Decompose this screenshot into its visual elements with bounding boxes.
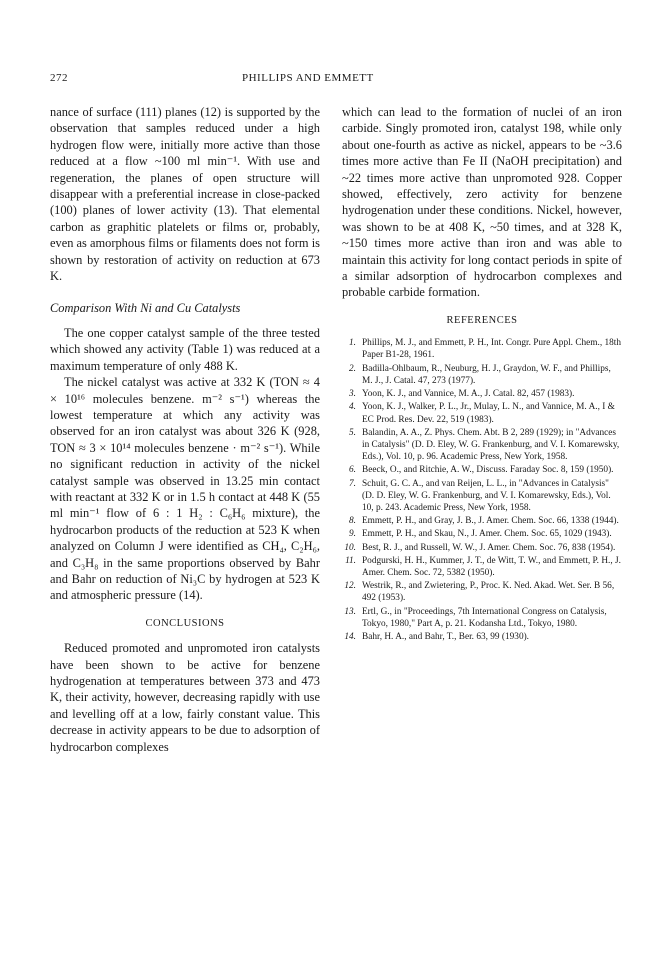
reference-item: 12. Westrik, R., and Zwietering, P., Proc. K. Ned. Akad. Wet. Ser. B 56, 492 (1953). (344, 581, 615, 604)
reference-item: 6. Beeck, O., and Ritchie, A. W., Discuss. Faraday Soc. 8, 159 (1950). (349, 465, 614, 476)
paragraph: The one copper catalyst sample of the three tested which showed any activity (Table 1) was reduced at a maximum temperature of only 488 K. (50, 325, 320, 373)
section-subheading: Comparison With Ni and Cu Catalysts (50, 301, 241, 316)
reference-item: 5. Balandin, A. A., Z. Phys. Chem. Abt. B 2, 289 (1929); in "Advances in Catalysis" (D. D. Eley, W. G. Frankenburg, and V. I. Komarewsky, Eds.), Vol. 10, p. 96. Academic Press, New York, 1958. (349, 427, 620, 463)
paragraph: The nickel catalyst was active at 332 K (TON ≈ 4 × 10¹⁶ molecules benzene. m⁻² s⁻¹) whereas the lowest temperature at which any activity was observed for an iron catalyst was about 326 K (928, TON ≈ 3 × 10¹⁴ molecules benzene · m⁻² s⁻¹). While no significant reduction in activity of the nickel catalyst sample was observed in 13.25 min contact with reactant at 332 K or in 1.5 h contact at 448 K (55 ml min⁻¹ flow of 6 : 1 H₂ : C₆H₆ mixture), the hydrocarbon products of the reduction at 523 K when analyzed on Column J were identified as CH₄, C₂H₆, and C₃H₈ in the same proportions observed by Bahr and Bahr on reduction of Ni₃C by hydrogen at 523 K and atmospheric pressure (14). (50, 375, 320, 603)
reference-item: 2. Badilla-Ohlbaum, R., Neuburg, H. J., Graydon, W. F., and Phillips, M. J., J. Catal. 47, 273 (1977). (349, 363, 611, 386)
paragraph: nance of surface (111) planes (12) is supported by the observation that samples reduced under a high hydrogen flow were, initially more active than those reduced at a flow ~100 ml min⁻¹. With use and regeneration, the planes of open structure will disappear with a preferential increase in close-packed (100) planes of lower activity (13). That elemental carbon as graphitic platelets or films or, probably, even as amorphous films or filaments does not form is shown by restoration of activity on reduction at 673 K. (50, 105, 320, 284)
running-header (50, 72, 610, 88)
reference-item: 1. Phillips, M. J., and Emmett, P. H., Int. Congr. Pure Appl. Chem., 18th Paper B1-28, 1961. (349, 338, 622, 361)
reference-item: 11. Podgurski, H. H., Kummer, J. T., de Witt, T. W., and Emmett, P. H., J. Amer. Chem. Soc. 72, 5382 (1950). (345, 555, 621, 578)
conclusions-heading: CONCLUSIONS (145, 617, 225, 629)
right-column (342, 104, 622, 644)
running-head: PHILLIPS AND EMMETT (242, 72, 374, 84)
reference-item: 9. Emmett, P. H., and Skau, N., J. Amer. Chem. Soc. 65, 1029 (1943). (349, 529, 612, 540)
reference-item: 14. Bahr, H. A., and Bahr, T., Ber. 63, 99 (1930). (344, 631, 530, 642)
page-number: 272 (50, 72, 68, 84)
reference-item: 4. Yoon, K. J., Walker, P. L., Jr., Mulay, L. N., and Vannice, M. A., I & EC Prod. Res. Dev. 22, 519 (1983). (349, 402, 615, 425)
reference-item: 8. Emmett, P. H., and Gray, J. B., J. Amer. Chem. Soc. 66, 1338 (1944). (349, 516, 619, 527)
paragraph: which can lead to the formation of nuclei of an iron carbide. Singly promoted iron, catalyst 198, while only about one-fourth as active as nickel, appears to be ~3.6 times more active than Fe II (NaOH precipitation) and ~22 times more active than unpromoted 928. Copper showed, effectively, zero activity for benzene hydrogenation under these conditions. Nickel, however, was shown to be at 408 K, ~50 times, and at 328 K, ~150 times more active than iron and was able to maintain this activity for long contact periods in spite of a similar adsorption of hydrocarbon complexes and probable carbide formation. (342, 105, 622, 300)
reference-item: 3. Yoon, K. J., and Vannice, M. A., J. Catal. 82, 457 (1983). (349, 389, 575, 400)
left-column (50, 104, 320, 755)
reference-item: 7. Schuit, G. C. A., and van Reijen, L. L., in "Advances in Catalysis" (D. D. Eley, W. G. Frankenburg, and V. I. Komarewsky, Eds.), Vol. 10, p. 243. Academic Press, New York, 1958. (349, 478, 611, 513)
references-list (342, 337, 622, 643)
paragraph: Reduced promoted and unpromoted iron catalysts have been shown to be active for benzene hydrogenation at temperatures between 373 and 473 K, their activity, however, decreasing rapidly with use and levelling off at a low, fairly constant value. This decrease in activity appears to be due to adsorption of hydrocarbon complexes (50, 641, 320, 754)
reference-item: 10. Best, R. J., and Russell, W. W., J. Amer. Chem. Soc. 76, 838 (1954). (344, 542, 616, 553)
references-heading: REFERENCES (446, 314, 518, 326)
reference-item: 13. Ertl, G., in "Proceedings, 7th International Congress on Catalysis, Tokyo, 1980," Part A, p. 21. Kodansha Ltd., Tokyo, 1980. (344, 606, 607, 629)
